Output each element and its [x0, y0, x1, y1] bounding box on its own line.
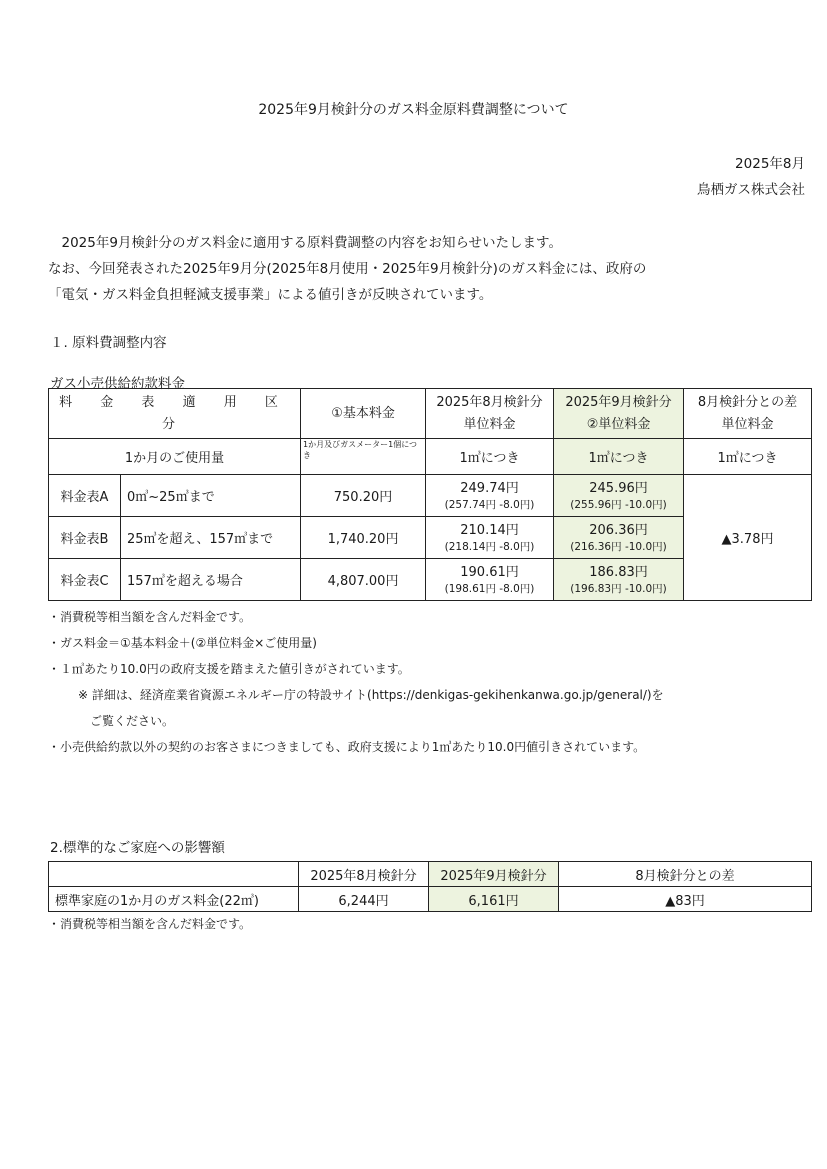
intro-line: 2025年9月検針分のガス料金に適用する原料費調整の内容をお知らせいたします。 — [48, 235, 562, 251]
document-title: 2025年9月検針分のガス料金原料費調整について — [258, 102, 569, 118]
base-fee: 750.20円 — [301, 475, 426, 517]
aug-unit-breakdown: (198.61円 -8.0円) — [444, 582, 535, 595]
sep-unit-price: 206.36円 — [589, 522, 648, 538]
base-fee: 1,740.20円 — [301, 517, 426, 559]
note-line: ・ガス料金＝①基本料金＋(②単位料金×ご使用量) — [48, 636, 317, 650]
intro-line: なお、今回発表された2025年9月分(2025年8月使用・2025年9月検針分)のガス料金には、政府の — [48, 261, 647, 277]
diff-per-unit: 1㎥につき — [684, 439, 812, 475]
base-fee: 4,807.00円 — [301, 559, 426, 601]
sep-unit-cell — [554, 559, 684, 601]
impact-sep-value: 6,161円 — [429, 887, 559, 912]
rate-name: 料金表B — [49, 517, 121, 559]
issue-date: 2025年8月 — [735, 156, 805, 172]
impact-aug-value: 6,244円 — [299, 887, 429, 912]
impact-header-row — [49, 862, 812, 887]
section1-heading: １. 原料費調整内容 — [50, 335, 167, 351]
sep-unit-breakdown: (216.36円 -10.0円) — [570, 540, 667, 553]
unit-price-difference: ▲3.78円 — [684, 475, 812, 601]
rate-table-header-row — [49, 389, 812, 439]
rate-row-a — [49, 475, 812, 517]
aug-unit-cell — [426, 475, 554, 517]
sep-header-line2: ②単位料金 — [586, 416, 651, 432]
intro-paragraph — [48, 230, 646, 308]
note-line: ※ 詳細は、経済産業省資源エネルギー庁の特設サイト(https://denkigas-gekihenkanwa.go.jp/general/)を — [78, 688, 664, 702]
rate-table — [48, 388, 812, 601]
aug-per-unit: 1㎥につき — [426, 439, 554, 475]
aug-unit-breakdown: (218.14円 -8.0円) — [444, 540, 535, 553]
table-caption: ガス小売供給約款料金 — [50, 376, 185, 392]
rate-name: 料金表A — [49, 475, 121, 517]
note-line: ・１㎥あたり10.0円の政府支援を踏まえた値引きがされています。 — [48, 662, 410, 676]
diff-header-line1: 8月検針分との差 — [697, 394, 798, 410]
aug-header-line2: 単位料金 — [463, 416, 516, 432]
aug-unit-price: 190.61円 — [460, 564, 519, 580]
aug-unit-price: 210.14円 — [460, 522, 519, 538]
sep-unit-cell — [554, 475, 684, 517]
impact-header-blank — [49, 862, 299, 887]
usage-header: 1か月のご使用量 — [49, 439, 301, 475]
base-fee-header: ①基本料金 — [301, 389, 426, 439]
aug-unit-breakdown: (257.74円 -8.0円) — [444, 498, 535, 511]
category-header-label: 料 金 表 適 用 区 分 — [59, 394, 290, 432]
rate-table-subheader-row — [49, 439, 812, 475]
section2-heading: 2.標準的なご家庭への影響額 — [50, 840, 225, 856]
diff-header — [684, 389, 812, 439]
note-line: ・小売供給約款以外の契約のお客さまにつきましても、政府支援により1㎥あたり10.0円値引きされています。 — [48, 740, 646, 754]
impact-row-label: 標準家庭の1か月のガス料金(22㎥) — [49, 887, 299, 912]
impact-diff-value: ▲83円 — [559, 887, 812, 912]
impact-sep-header: 2025年9月検針分 — [429, 862, 559, 887]
sep-unit-breakdown: (196.83円 -10.0円) — [570, 582, 667, 595]
note-line: ご覧ください。 — [90, 714, 175, 728]
note-line: ・消費税等相当額を含んだ料金です。 — [48, 610, 252, 624]
sep-unit-cell — [554, 517, 684, 559]
aug-unit-cell — [426, 559, 554, 601]
sep-unit-price: 186.83円 — [589, 564, 648, 580]
rate-range: 25㎥を超え、157㎥まで — [121, 517, 301, 559]
intro-line: 「電気・ガス料金負担軽減支援事業」による値引きが反映されています。 — [48, 287, 493, 303]
sep-unit-breakdown: (255.96円 -10.0円) — [570, 498, 667, 511]
rate-name: 料金表C — [49, 559, 121, 601]
section2-note: ・消費税等相当額を含んだ料金です。 — [48, 917, 252, 931]
sep-per-unit: 1㎥につき — [554, 439, 684, 475]
aug-unit-price: 249.74円 — [460, 480, 519, 496]
aug-unit-header — [426, 389, 554, 439]
company-name: 鳥栖ガス株式会社 — [697, 182, 805, 198]
impact-data-row — [49, 887, 812, 912]
sep-header-line1: 2025年9月検針分 — [565, 394, 672, 410]
diff-header-line2: 単位料金 — [721, 416, 774, 432]
aug-unit-cell — [426, 517, 554, 559]
sep-unit-header — [554, 389, 684, 439]
impact-table — [48, 861, 812, 912]
section1-notes — [48, 604, 664, 760]
base-fee-note: 1か月及びガスメーター1個につき — [301, 439, 426, 475]
rate-range: 0㎥~25㎥まで — [121, 475, 301, 517]
rate-range: 157㎥を超える場合 — [121, 559, 301, 601]
impact-aug-header: 2025年8月検針分 — [299, 862, 429, 887]
impact-diff-header: 8月検針分との差 — [559, 862, 812, 887]
category-header — [49, 389, 301, 439]
aug-header-line1: 2025年8月検針分 — [436, 394, 543, 410]
sep-unit-price: 245.96円 — [589, 480, 648, 496]
